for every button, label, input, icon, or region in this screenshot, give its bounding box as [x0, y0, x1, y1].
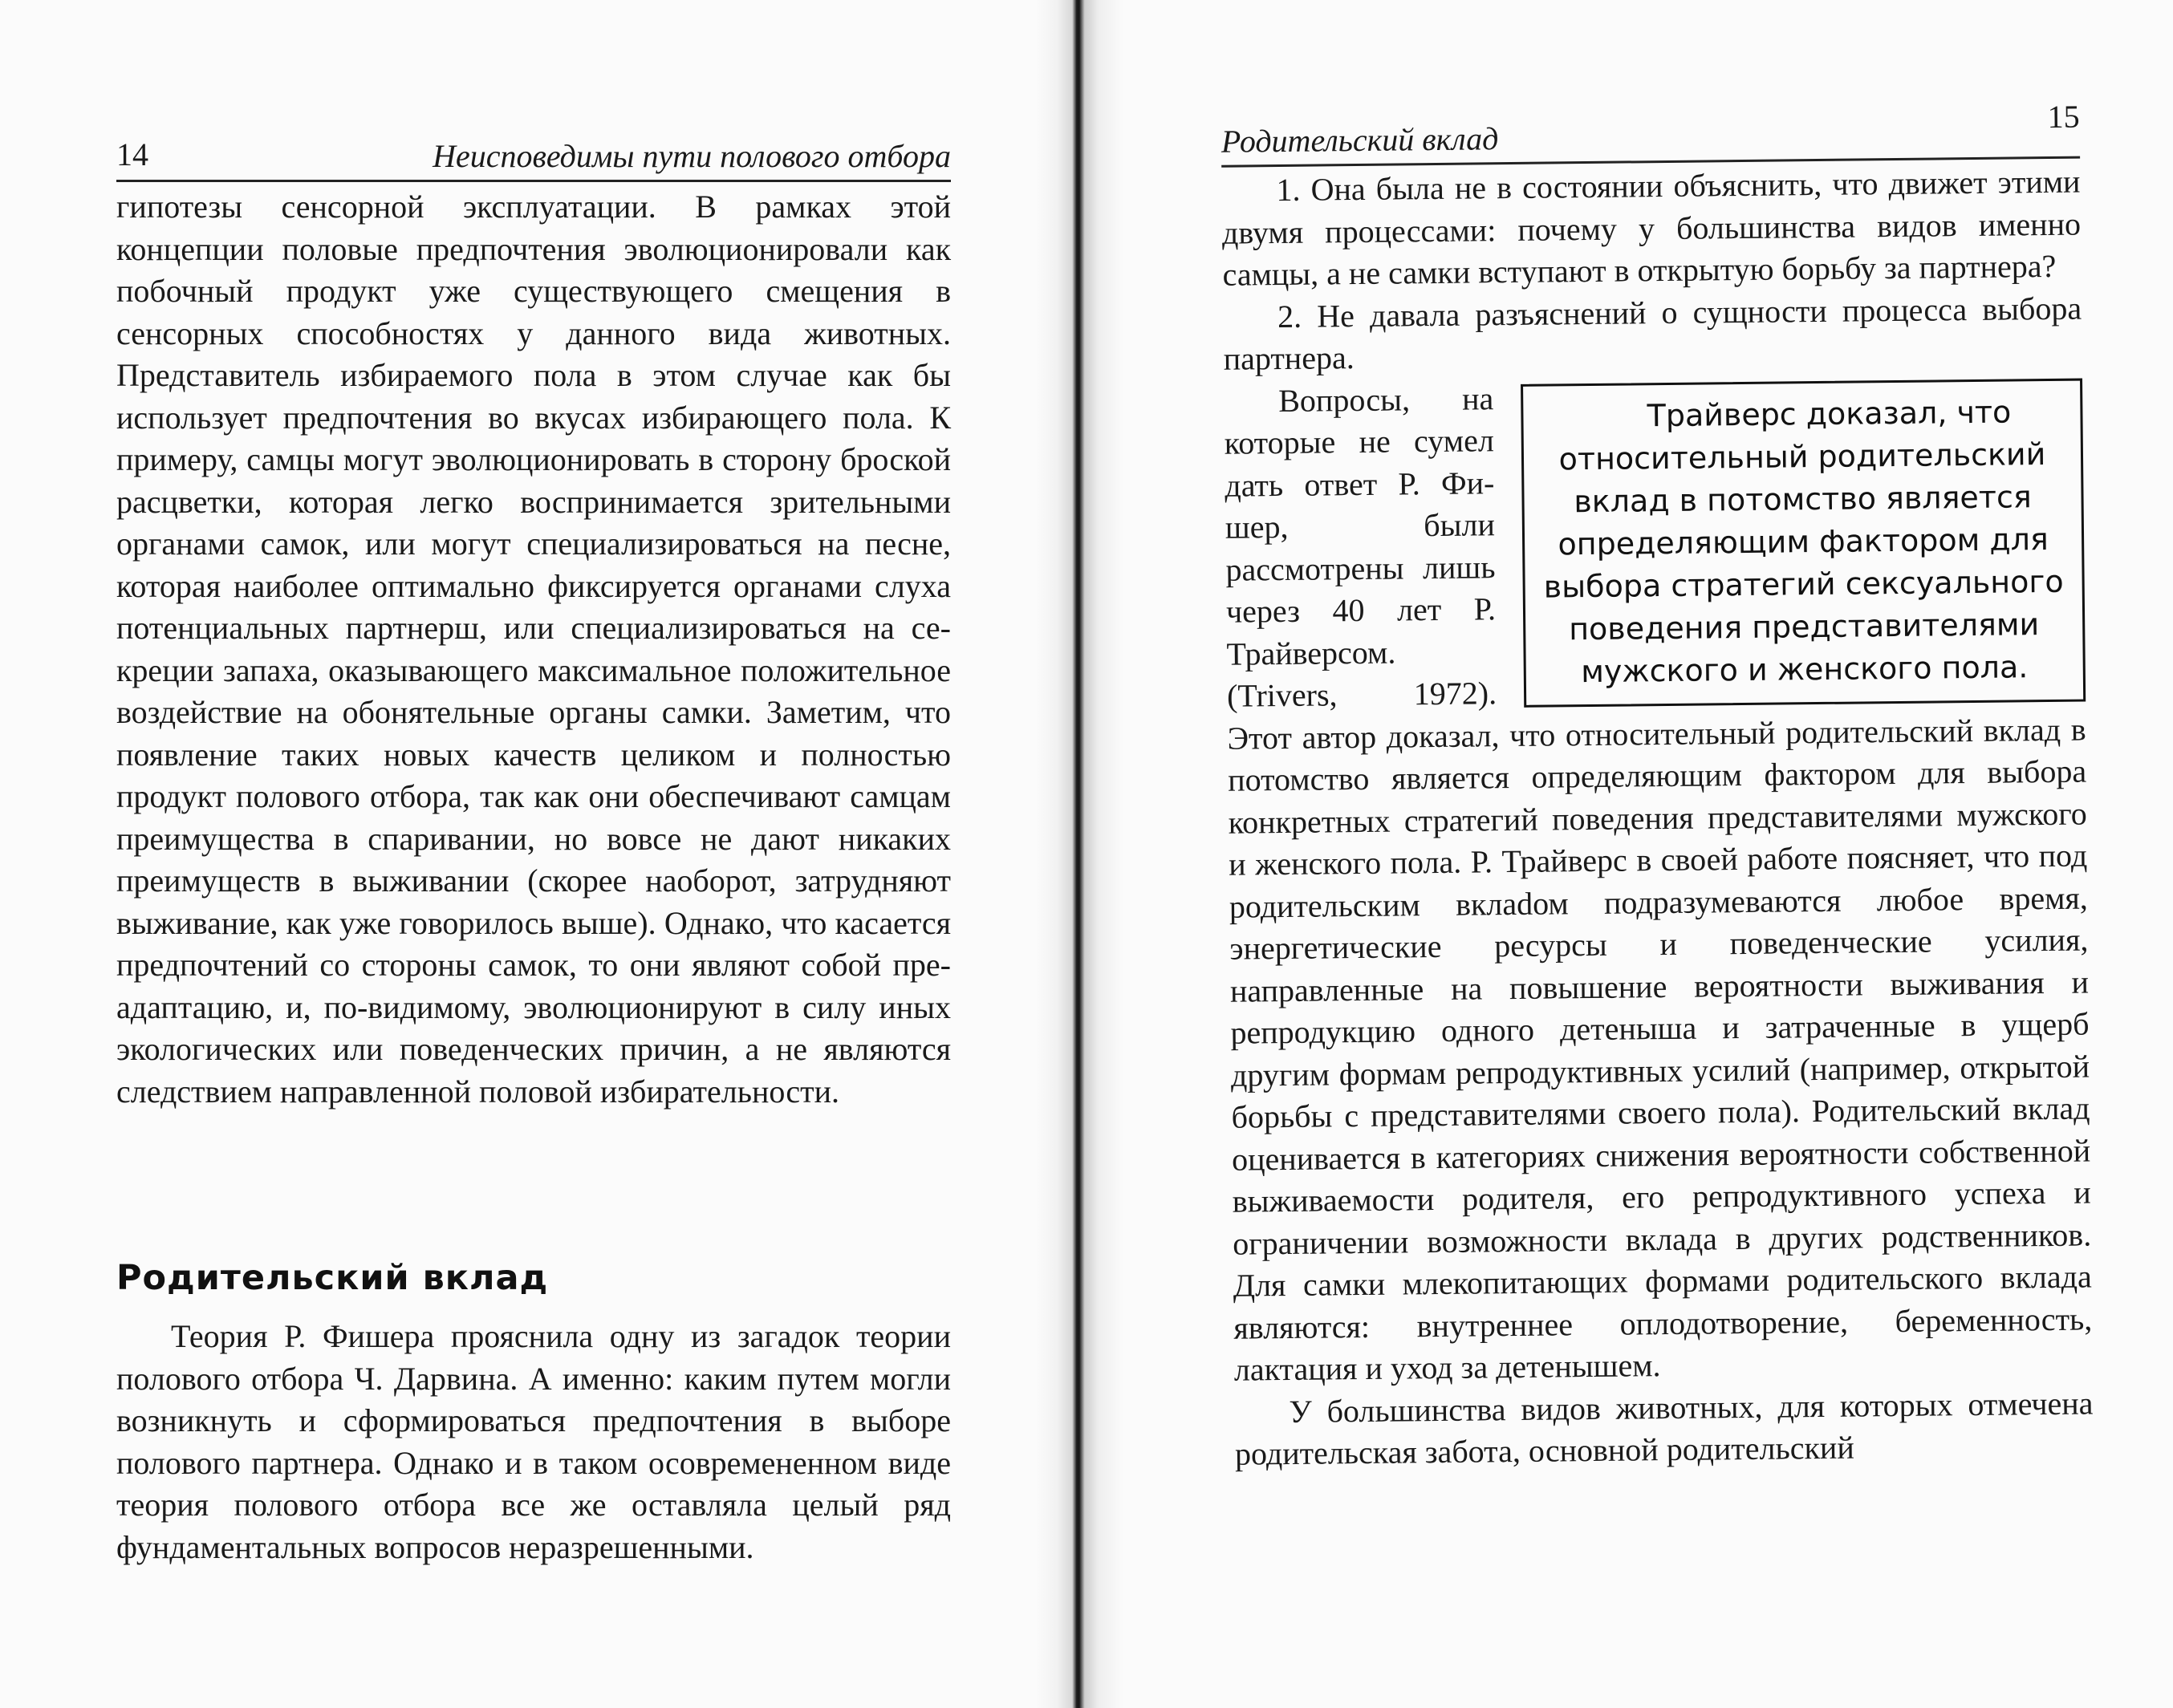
book-spine-shadow [1035, 0, 1123, 1708]
left-page-number: 14 [116, 136, 148, 172]
left-body-top [116, 186, 951, 1113]
right-running-head-title: Родительский вклад [1221, 120, 1499, 160]
right-paragraph-last: У большинства видов животных, для которых отмечена родительская забота, основной родительский [1234, 1384, 2094, 1472]
left-running-head-title: Неисповедимы пути полового отбора [433, 138, 951, 174]
numbered-item-1: 1. Она была не в состоянии объяснить, что движет этими двумя процессами: почему у большинства видов именно самцы, а не самки вступают в открытую борьбу за партнера? [1221, 163, 2082, 293]
callout-wrap [1224, 371, 2093, 1391]
right-paragraph-main-text: Вопросы, на которые не сумел дать ответ Р. Фишер, были рассмотрены лишь через 40 лет Р. Трайверсом. (Trivers, 1972). Этот автор доказал, что относительный родительский вклад в потомство является определяющим фактором для выбора конкретных стратегий поведения представителями мужского и женского пола. Р. Трайверс в своей работе поясняет, что под родительским вклаdом подразумеваются любое время, энергетические ресурсы и поведенческие усилия, направленные на повышение вероятности выживания и репродукцию одного детеныша и затраченные в ущерб другим формам репродуктивных усилий (например, открытой борьбы с представителями своего пола). Родительский вклад оценивается в категориях снижения вероятности собственной выживаемости родителя, его репродуктивного успеха и ограничении возможности вклада в других родственников. Для самки млекопитающих формами родительского вклада являются: внутреннее оплодотворение, беременность, лактация и уход за детенышем. [1224, 379, 2093, 1388]
section-heading: Родительский вклад [116, 1258, 549, 1298]
right-running-head [1221, 98, 2080, 168]
left-running-head [116, 128, 951, 182]
right-paragraph-main [1224, 371, 2093, 1391]
right-page [1204, 0, 2096, 1708]
left-body-bottom [116, 1316, 951, 1568]
left-paragraph-bottom: Теория Р. Фишера прояснила одну из загадок теории полового отбора Ч. Дарвина. А именно: каким путем могли возникнуть и сформироваться предпочтения в выборе полового партнера. Однако и в таком осовремененном виде теория полового отбора все же оставляла целый ряд фундаментальных вопросов неразрешенными. [116, 1318, 951, 1565]
numbered-item-2: 2. Не давала разъяснений о сущности процесса выбора партнера. [1223, 290, 2082, 377]
left-paragraph-top: гипотезы сенсорной эксплуатации. В рамках этой концепции половые предпочтения эволюционировали как побочный продукт уже существующего смещения в сенсорных способностях у данного вида животных. Представитель избираемого пола в этом случае как бы использует предпочтения во вкусах избирающего пола. К примеру, самцы могут эволюционировать в сторону броской расцветки, которая легко воспринимается зрительными органами самок, или могут специализироваться на песне, которая наиболее оптимально фиксируется органами слуха потенциальных партнерш, или специализироваться на секреции запаха, оказывающего максимальное положительное воздействие на обонятельные органы самки. Заметим, что появление таких новых качеств целиком и полностью продукт полового отбора, так как они обеспечивают самцам преимущества в спаривании, но вовсе не дают никаких преимуществ в выживании (скорее наоборот, затрудняют выживание, как уже говорилось выше). Однако, что касается предпочтений со стороны самок, то они являют собой преадаптацию, и, по-видимому, эволюционируют в силу иных экологических или поведенческих причин, а не являются следствием направленной половой избирательности. [116, 189, 951, 1110]
right-page-number: 15 [2047, 98, 2080, 135]
left-page [116, 0, 951, 1708]
right-body [1221, 161, 2094, 1476]
callout-box: Трайверс доказал, что относительный родительский вклад в потомство является определяющим фактором для выбора стратегий сексуального поведения представителями мужского и женского пола. [1521, 378, 2086, 707]
